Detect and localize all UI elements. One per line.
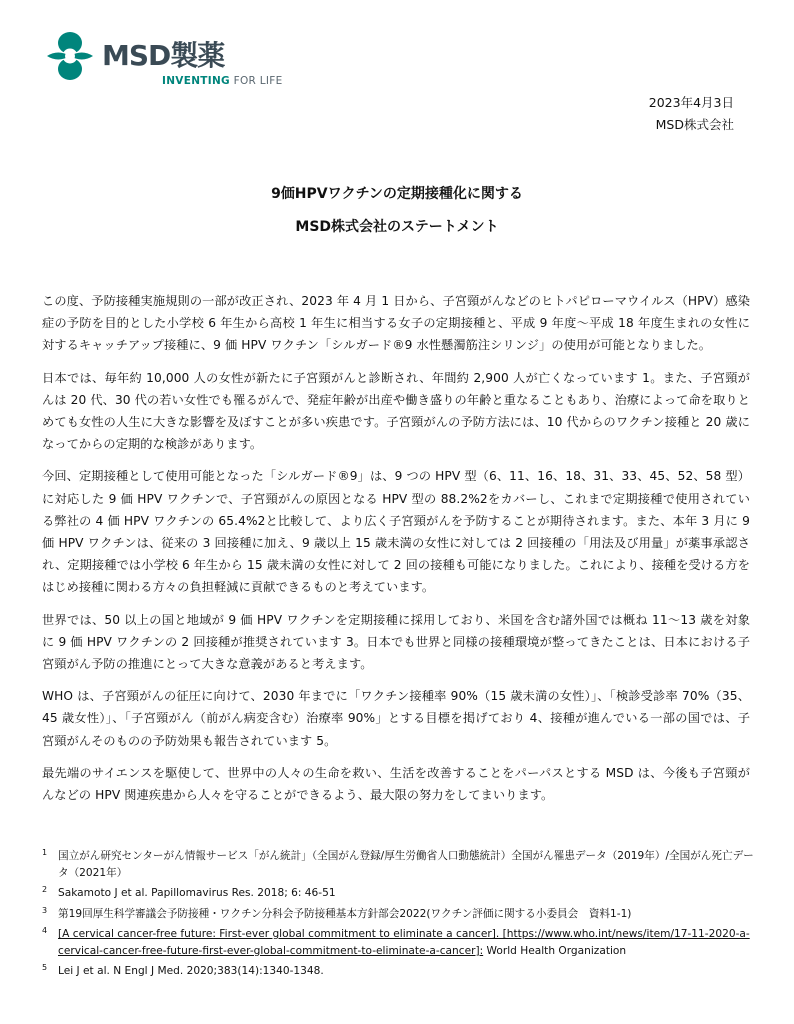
- logo-tagline-light: FOR LIFE: [229, 75, 283, 87]
- paragraph: 最先端のサイエンスを駆使して、世界中の人々の生命を救い、生活を改善することをパーパスとする MSD は、今後も子宮頸がんなどの HPV 関連疾患から人々を守ることができるよう、最大限の努力をしてまいります。: [42, 765, 750, 803]
- paragraph: この度、予防接種実施規則の一部が改正され、2023 年 4 月 1 日から、子宮頸がんなどのヒトパピローマウイルス（HPV）感染症の予防を目的とした小学校 6 年生から高校 1 年生に相当する女子の定期接種と、平成 9 年度～平成 18 年度生まれの女性に対するキャッチアップ接種に、9 価 HPV ワクチン「シルガード®9 水性懸濁筋注シリンジ」の使用が可能となりました。: [42, 294, 750, 353]
- date-block: [649, 92, 734, 136]
- footnote-number: 3: [42, 905, 48, 915]
- footnote-text: Lei J et al. N Engl J Med. 2020;383(14):1340-1348.: [58, 965, 324, 977]
- msd-logo: [44, 30, 304, 90]
- footnote: [42, 926, 754, 959]
- footnote: [42, 848, 754, 881]
- logo-tagline: [162, 75, 283, 87]
- footnote-number: 2: [42, 885, 48, 894]
- who-reference-link[interactable]: [A cervical cancer-free future: First-ever global commitment to eliminate a cancer]. [https://www.who.int/news/item/17-11-2020-a-cervical-cancer-free-future-first-ever-global-commitment-to-eliminate-a-cancer]:: [58, 928, 750, 957]
- company-name: MSD株式会社: [655, 117, 734, 132]
- paragraph: 今回、定期接種として使用可能となった「シルガード®9」は、9 つの HPV 型（6、11、16、18、31、33、45、52、58 型）に対応した 9 価 HPV ワクチンで、子宮頸がんの原因となる HPV 型の 88.2%2をカバーし、これまで定期接種で使用されている弊社の 4 価 HPV ワクチンの 65.4%2と比較して、より広く子宮頸がんを予防することが期待されます。また、本年 3 月に 9 価 HPV ワクチンは、従来の 3 回接種に加え、9 歳以上 15 歳未満の女性に対しては 2 回接種の「用法及び用量」が薬事承認され、定期接種では小学校 6 年生から 15 歳未満の女性に対して 2 回の接種も可能になりました。これにより、接種を受ける方をはじめ接種に関わる方々の負担軽減に貢献できるものと考えています。: [42, 469, 750, 595]
- footnote-text: World Health Organization: [483, 944, 627, 957]
- paragraph: 日本では、毎年約 10,000 人の女性が新たに子宮頸がんと診断され、年間約 2,900 人が亡くなっています 1。また、子宮頸がんは 20 代、30 代の若い女性でも罹るがんで、発症年齢が出産や働き盛りの年齢と重なることもあり、治療によって命を取りとめても女性の人生に大きな影響を及ぼすことが多い疾患です。子宮頸がんの予防方法には、10 代からのワクチン接種と 20 歳になってからの定期的な検診があります。: [42, 370, 750, 452]
- release-date: 2023年4月3日: [648, 95, 734, 110]
- footnotes: [42, 848, 754, 984]
- footnote-text: 国立がん研究センターがん情報サービス「がん統計」（全国がん登録/厚生労働省人口動態統計）全国がん罹患データ（2019年）/全国がん死亡データ（2021年）: [58, 850, 754, 879]
- footnote-number: 1: [42, 848, 48, 857]
- footnote: [42, 963, 754, 980]
- title-line-1: 9価HPVワクチンの定期接種化に関する: [271, 186, 523, 202]
- footnote: [42, 906, 754, 923]
- footnote-number: 5: [42, 963, 48, 972]
- document-title: [0, 178, 794, 244]
- msd-logo-icon: [44, 30, 96, 82]
- paragraph: WHO は、子宮頸がんの征圧に向けて、2030 年までに「ワクチン接種率 90%（15 歳未満の女性）」、「検診受診率 70%（35、45 歳女性）」、「子宮頸がん（前がん病変含む）治療率 90%」とする目標を掲げており 4、接種が進んでいる一部の国では、子宮頸がんそのものの予防効果も報告されています 5。: [42, 689, 750, 748]
- footnote-text: Sakamoto J et al. Papillomavirus Res. 2018; 6: 46-51: [58, 887, 336, 899]
- logo-name: MSD製薬: [102, 39, 225, 72]
- footnote-text: 第19回厚生科学審議会予防接種・ワクチン分科会予防接種基本方針部会2022(ワクチン評価に関する小委員会 資料1-1): [58, 907, 632, 920]
- logo-tagline-strong: INVENTING: [162, 75, 230, 87]
- footnote-number: 4: [42, 926, 48, 935]
- paragraph: 世界では、50 以上の国と地域が 9 価 HPV ワクチンを定期接種に採用しており、米国を含む諸外国では概ね 11～13 歳を対象に 9 価 HPV ワクチンの 2 回接種が推奨されています 3。日本でも世界と同様の接種環境が整ってきたことは、日本における子宮頸がん予防の推進にとって大きな意義があると考えます。: [42, 612, 750, 672]
- footnote: [42, 885, 754, 902]
- title-line-2: MSD株式会社のステートメント: [295, 219, 499, 235]
- statement-body: [42, 290, 750, 816]
